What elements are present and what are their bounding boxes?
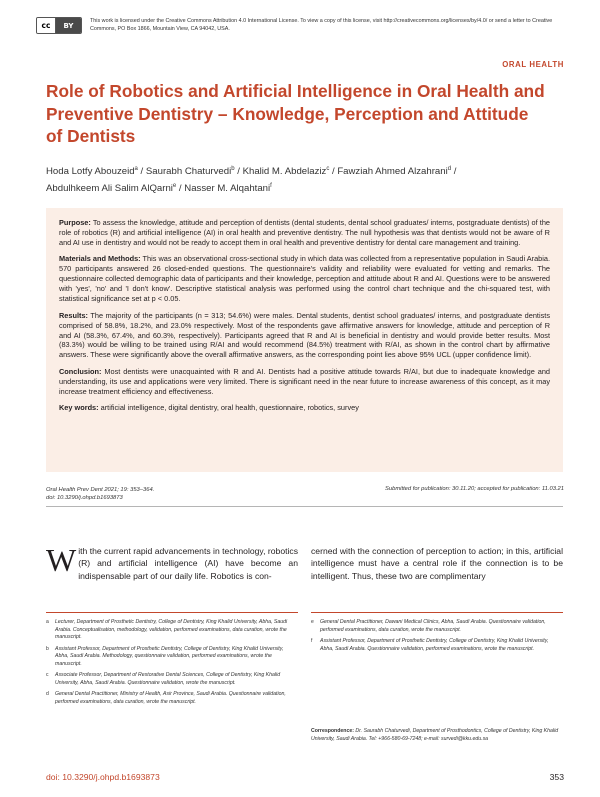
submission-dates: Submitted for publication: 30.11.20; accepted for publication: 11.03.21 bbox=[385, 486, 564, 492]
abstract-box bbox=[46, 208, 563, 472]
body-column-left bbox=[46, 542, 298, 582]
section-label: ORAL HEALTH bbox=[502, 60, 564, 69]
author-separator: / bbox=[176, 183, 185, 195]
keywords: Key words: artificial intelligence, digital dentistry, oral health, questionnaire, robotics, survey bbox=[59, 403, 359, 413]
footnotes-left bbox=[46, 619, 298, 710]
cc-by-logo-icon bbox=[36, 17, 82, 34]
abstract-results: Results: The majority of the participants (n = 313; 54.6%) were males. Dental students, dentist school graduates/ interns, and postgraduate dentists comprised of 58.8%, 18.2%, and 23.0% respectively. Most of the respondents gave affirmative answers for knowledge, attitude and perception of R and AI (58.3%, 67.4%, and 60.3%, respectively). Participants agreed that R and AI is beneficial in dentistry and would provide better results. Most (83.3%) would be willing to be trained using R/AI and would recommend (84.5%) treatment with R/AI, as shown in the control chart by affirmative answers. These were significantly above the overall affirmative answers, as the corresponding point lies above 95% UCL (upper confidence limit). bbox=[59, 310, 550, 360]
page-number: 353 bbox=[549, 772, 564, 782]
footnote: b Assistant Professor, Department of Prosthetic Dentistry, College of Dentistry, King Khalid University, Abha, Saudi Arabia. Methodology, questionnaire validation, performed examinations, wrote the manuscript. bbox=[46, 645, 284, 667]
author-separator: / bbox=[137, 166, 146, 178]
footnotes-right bbox=[311, 619, 563, 657]
footnote: a Lecturer, Department of Prosthetic Dentistry, College of Dentistry, King Khalid University, Abha, Saudi Arabia. Conceptualisation, methodology, validation, performed examinations, data curation, wrote the manuscript. bbox=[46, 619, 288, 640]
footnote: e General Dental Practitioner, Dawani Medical Clinics, Abha, Saudi Arabia. Questionnaire validation, performed examinations, data curation, wrote the manuscript. bbox=[311, 619, 546, 633]
article-title: Role of Robotics and Artificial Intelligence in Oral Health and Preventive Dentistry – Knowledge, Perception and Attitude of Dentists bbox=[46, 81, 545, 146]
author: Fawziah Ahmed Alzahrani$^d$ bbox=[337, 166, 452, 178]
abstract-purpose: Purpose: To assess the knowledge, attitude and perception of dentists (dental students, dental school graduates/ interns, postgraduate dentists) of the role of robotics (R) and artificial intelligence (AI) in oral health and preventive dentistry. The null hypothesis was that dentists would not be aware of R and AI use in dentistry and would not be ready to accept them in oral health and preventive dentistry for dental care management and training. bbox=[59, 218, 550, 247]
author: Nasser M. Alqahtani$^f$ bbox=[184, 183, 272, 195]
journal-citation: Oral Health Prev Dent 2021; 19: 353–364. bbox=[46, 487, 155, 493]
citation-doi: doi: 10.3290/j.ohpd.b1693873 bbox=[46, 495, 123, 501]
body-text: cerned with the connection of perception to action; in this, artificial intelligence must have a central role if the connection is to be intelligent. Thus, these two are complimentary bbox=[311, 546, 563, 581]
body-column-right bbox=[311, 545, 563, 582]
license-text: This work is licensed under the Creative Commons Attribution 4.0 International License. To view a copy of this license, visit http://creativecommons.org/licenses/by/4.0/ or send a letter to Creative Commons, PO Box 1866, Mountain View, CA 94042, USA. bbox=[90, 18, 553, 32]
author-list bbox=[46, 162, 566, 196]
footnote-divider bbox=[46, 612, 298, 613]
footnote: d General Dental Practitioner, Ministry of Health, Asir Province, Saudi Arabia. Questionnaire validation, performed examinations, data curation, wrote the manuscript. bbox=[46, 691, 286, 705]
author-separator: / bbox=[329, 166, 338, 178]
footnote: c Associate Professor, Department of Restorative Dental Sciences, College of Dentistry, King Khalid University, Abha, Saudi Arabia. Questionnaire validation, wrote the manuscript. bbox=[46, 672, 281, 686]
footnote-divider bbox=[311, 612, 563, 613]
citation-block bbox=[46, 486, 154, 502]
abstract-conclusion: Conclusion: Most dentists were unacquainted with R and AI. Dentists had a positive attitude towards R/AI, but due to inadequate knowledge and understanding, its use and applications were very limited. There is significant need in the near future to increase awareness of this concept, as it may increase treatment efficiency and effectiveness. bbox=[59, 366, 550, 396]
license-block bbox=[36, 17, 556, 34]
cc-logo-cc: cc bbox=[37, 18, 56, 33]
author-separator: / bbox=[234, 166, 243, 178]
drop-cap: W bbox=[46, 542, 77, 578]
author: Hoda Lotfy Abouzeid$^a$ bbox=[46, 166, 138, 178]
correspondence: Correspondence: Dr. Saurabh Chaturvedi, Department of Prosthodontics, College of Dentistry, King Khalid University, Saudi Arabia. Tel: +966-580-69-7248; e-mail: survedi@kku.edu.sa bbox=[311, 728, 559, 742]
cc-logo-by: BY bbox=[56, 18, 81, 33]
abstract-methods: Materials and Methods: This was an observational cross-sectional study in which data was collected from a representative population in Saudi Arabia. 570 participants answered 26 closed-ended questions. The questionnaire's validity and reliability were evaluated for vetting and remarks. The questionnaire collected demographic data of participants and their knowledge, perception and attitude about R and AI. Questions were to be answered with 'yes', 'no' and 'I don't know'. Descriptive statistical analysis was performed using the control chart technique and the chi-squared test, with statistical significance set at p < 0.05. bbox=[59, 254, 550, 304]
footer-doi: doi: 10.3290/j.ohpd.b1693873 bbox=[46, 772, 160, 782]
body-text: ith the current rapid advancements in technology, robotics (R) and artificial intelligence (AI) have become an indispensable part of our daily life. Robotics is con- bbox=[78, 546, 298, 581]
footnote: f Assistant Professor, Department of Prosthetic Dentistry, College of Dentistry, King Khalid University, Abha, Saudi Arabia. Questionnaire validation, performed examinations, wrote the manuscript. bbox=[311, 638, 549, 652]
author: Saurabh Chaturvedi$^b$ bbox=[145, 166, 235, 178]
author: Abdulhkeem Ali Salim AlQarni$^e$ bbox=[46, 183, 177, 195]
divider bbox=[46, 506, 563, 507]
author-separator: / bbox=[451, 166, 457, 178]
author: Khalid M. Abdelaziz$^c$ bbox=[242, 166, 330, 178]
